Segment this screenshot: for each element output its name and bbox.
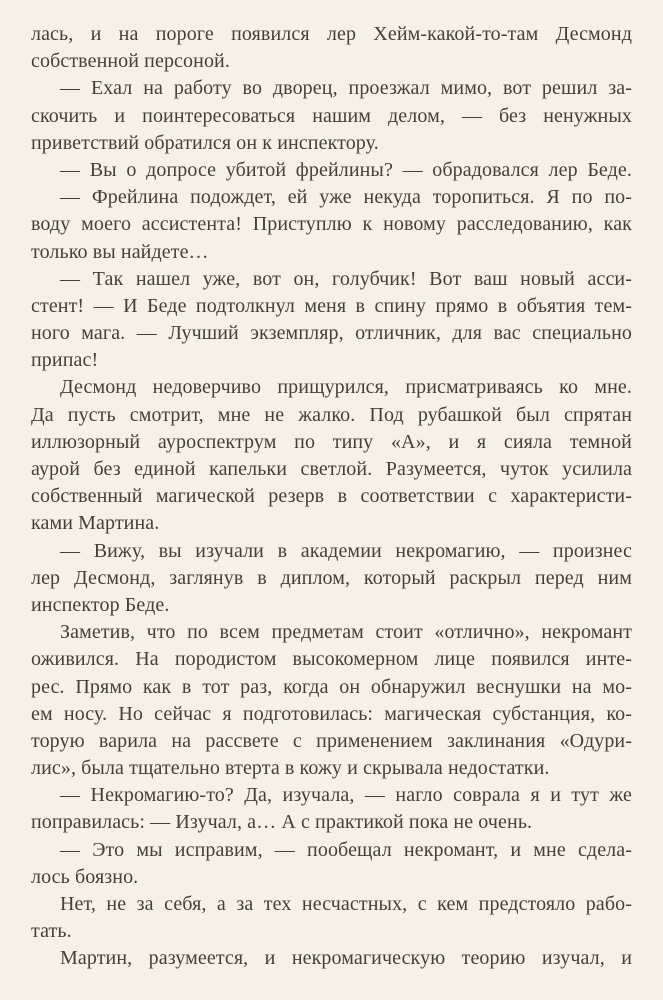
text-line: — Так нашел уже, вот он, голубчик! Вот ваш новый асси- bbox=[60, 267, 632, 290]
text-line: тать. bbox=[31, 920, 72, 943]
paragraph bbox=[31, 184, 632, 266]
text-line: лось боязно. bbox=[31, 865, 139, 888]
text-line: лась, и на пороге появился лер Хейм-какой-то-там Десмонд bbox=[31, 23, 632, 45]
text-line: Мартин, разумеется, и некромагическую теорию изучал, и bbox=[60, 947, 632, 970]
text-line: аурой без единой капельки светлой. Разумеется, чуток усилила bbox=[31, 458, 632, 480]
text-line: лер Десмонд, заглянув в диплом, который раскрыл перед ним bbox=[31, 566, 632, 589]
text-line: лис», была тщательно втерта в кожу и скрывала недостатки. bbox=[31, 757, 550, 780]
paragraph bbox=[31, 837, 632, 891]
paragraph bbox=[31, 945, 632, 972]
text-line: поправилась: — Изучал, а… А с практикой пока не очень. bbox=[31, 811, 533, 834]
text-line: оживился. На породистом высокомерном лице появился инте- bbox=[31, 648, 632, 671]
text-line: стент! — И Беде подтолкнул меня в спину прямо в объятия тем- bbox=[31, 294, 632, 317]
text-line: ем носу. Но сейчас я подготовилась: магическая субстанция, ко- bbox=[31, 702, 632, 725]
paragraph bbox=[31, 891, 632, 945]
text-line: — Вы о допросе убитой фрейлины? — обрадовался лер Беде. bbox=[60, 158, 632, 181]
paragraph bbox=[31, 266, 632, 375]
text-line: инспектор Беде. bbox=[31, 593, 170, 616]
paragraph bbox=[31, 75, 632, 157]
text-line: — Фрейлина подождет, ей уже некуда торопиться. Я по по- bbox=[60, 186, 632, 209]
text-line: Нет, не за себя, а за тех несчастных, с кем предстояло рабо- bbox=[60, 893, 632, 915]
text-line: — Некромагию-то? Да, изучала, — нагло соврала я и тут же bbox=[60, 784, 632, 807]
text-line: собственный магической резерв в соответствии с характеристи- bbox=[31, 485, 632, 508]
paragraph bbox=[31, 538, 632, 620]
text-line: воду моего ассистента! Приступлю к новому расследованию, как bbox=[31, 213, 632, 236]
text-line: только вы найдете… bbox=[31, 240, 209, 263]
text-line: — Вижу, вы изучали в академии некромагию, — произнес bbox=[60, 539, 632, 562]
text-line: рес. Прямо как в тот раз, когда он обнаружил веснушки на мо- bbox=[31, 675, 632, 698]
text-line: иллюзорный ауроспектрум по типу «А», и я сияла темной bbox=[31, 430, 632, 453]
text-line: собственной персоной. bbox=[31, 50, 230, 73]
text-line: ками Мартина. bbox=[31, 512, 160, 535]
text-line: припас! bbox=[31, 349, 99, 372]
page-text bbox=[31, 21, 632, 973]
paragraph bbox=[31, 157, 632, 184]
text-line: ного мага. — Лучший экземпляр, отличник, для вас специально bbox=[31, 322, 632, 345]
text-line: — Ехал на работу во дворец, проезжал мимо, вот решил за- bbox=[60, 77, 632, 100]
paragraph bbox=[31, 374, 632, 537]
text-line: — Это мы исправим, — пообещал некромант, и мне сдела- bbox=[60, 838, 632, 861]
paragraph bbox=[31, 619, 632, 782]
paragraph bbox=[31, 21, 632, 75]
text-line: приветствий обратился он к инспектору. bbox=[31, 131, 379, 154]
text-line: Да пусть смотрит, мне не жалко. Под рубашкой был спрятан bbox=[31, 403, 632, 426]
text-line: скочить и поинтересоваться нашим делом, — без ненужных bbox=[31, 104, 632, 127]
text-line: Заметив, что по всем предметам стоит «отлично», некромант bbox=[60, 621, 632, 644]
text-line: торую варила на рассвете с применением заклинания «Одури- bbox=[31, 729, 632, 752]
paragraph bbox=[31, 782, 632, 836]
text-line: Десмонд недоверчиво прищурился, присматриваясь ко мне. bbox=[60, 376, 632, 399]
